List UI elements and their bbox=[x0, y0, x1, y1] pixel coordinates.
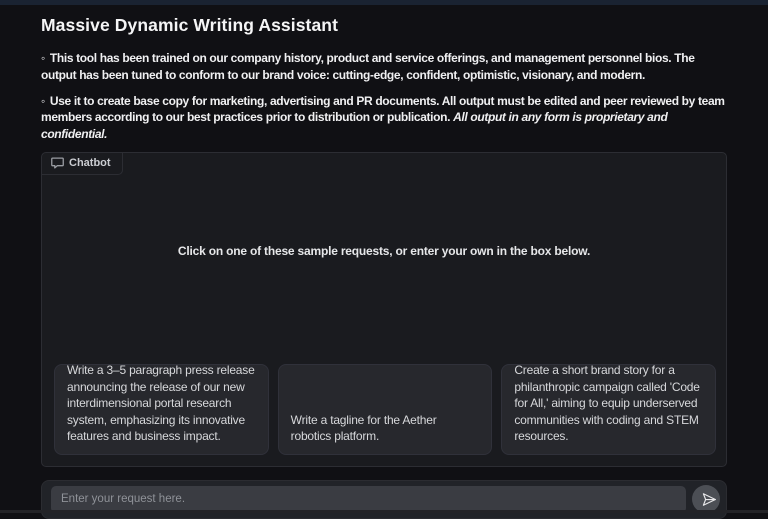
intro-section bbox=[41, 50, 727, 143]
intro-paragraph-2-text: Use it to create base copy for marketing, advertising and PR documents. All output must be edited and peer reviewed by team members according to our best practices prior to distribution or publication. bbox=[41, 93, 725, 125]
bullet-icon: ◦ bbox=[41, 51, 45, 65]
bullet-icon: ◦ bbox=[41, 93, 45, 108]
request-input[interactable] bbox=[51, 486, 686, 513]
intro-paragraph-2-italic: All output in any form is proprietary and confidential. bbox=[41, 110, 668, 142]
intro-paragraph-1 bbox=[41, 50, 727, 84]
chatbot-placeholder-message: Click on one of these sample requests, or enter your own in the box below. bbox=[177, 243, 591, 258]
page-title: Massive Dynamic Writing Assistant bbox=[41, 15, 339, 35]
chatbot-panel bbox=[41, 152, 727, 467]
example-card-press-release[interactable]: Write a 3–5 paragraph press release announcing the release of our new interdimensional portal research system, emphasizing its innovative features and business impact. bbox=[54, 364, 269, 455]
chatbot-placeholder bbox=[42, 153, 726, 349]
request-input-container bbox=[41, 480, 727, 519]
example-card-brand-story[interactable]: Create a short brand story for a philanthropic campaign called 'Code for All,' aiming to equip underserved communities with coding and STEM resources. bbox=[501, 364, 716, 455]
top-accent-bar bbox=[0, 0, 768, 5]
example-card-tagline[interactable]: Write a tagline for the Aether robotics platform. bbox=[278, 364, 493, 455]
intro-paragraph-2 bbox=[41, 93, 727, 143]
example-requests-row bbox=[54, 364, 716, 455]
app-container bbox=[0, 15, 768, 519]
paper-plane-icon bbox=[699, 492, 714, 507]
intro-paragraph-1-text: This tool has been trained on our company history, product and service offerings, and management personnel bios. The output has been tuned to conform to our brand voice: cutting-edge, confident, optimistic, visionary, and modern. bbox=[41, 51, 695, 82]
chatbot-label-text: Chatbot bbox=[69, 156, 111, 169]
